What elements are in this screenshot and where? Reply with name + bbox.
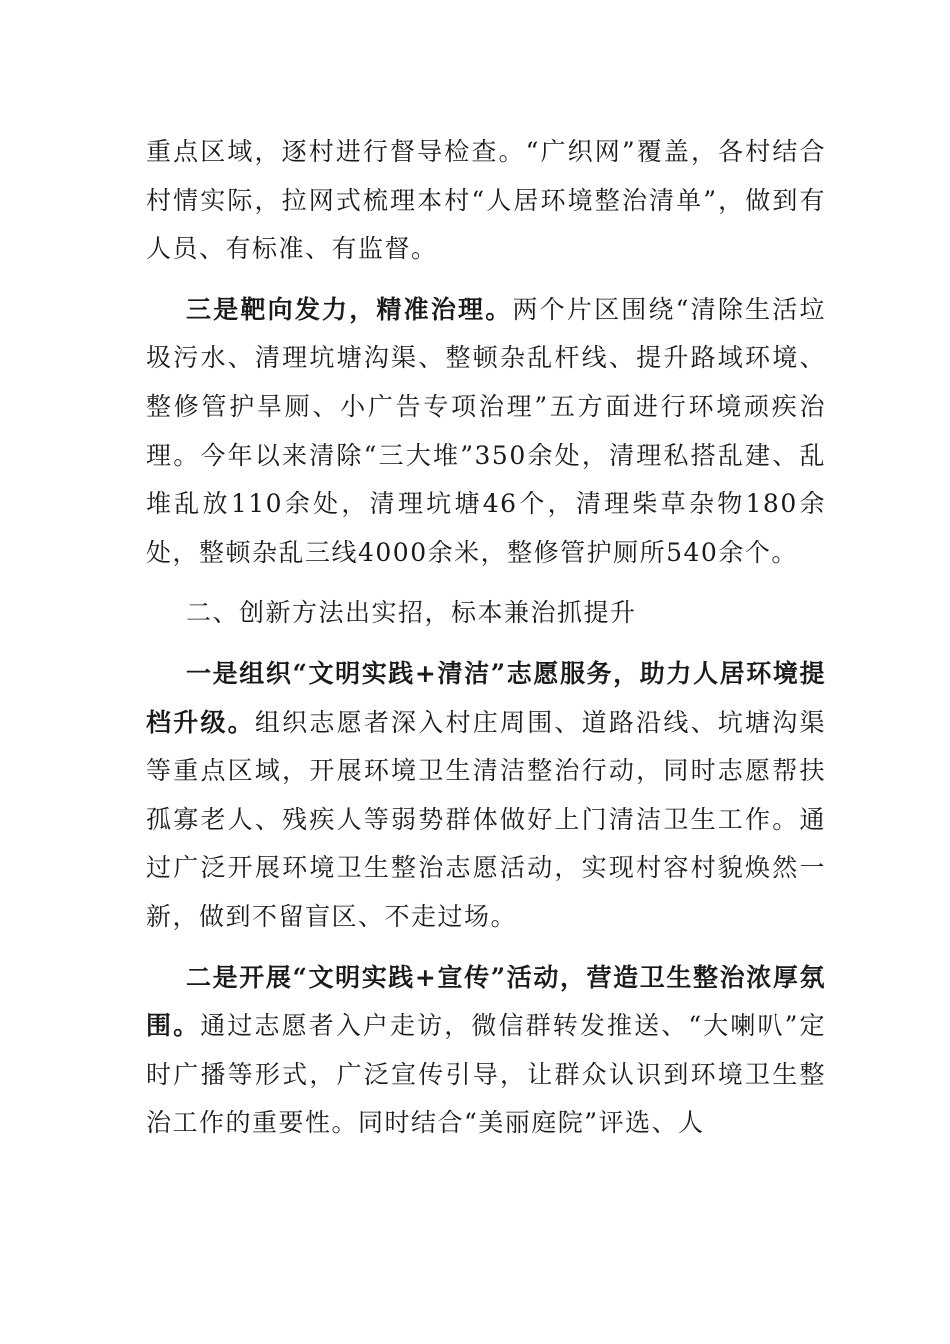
document-body [146, 128, 826, 1160]
section-heading-text: 二、创新方法出实招，标本兼治抓提升 [186, 598, 637, 628]
paragraph-continued [146, 128, 826, 274]
paragraph-text: 两个片区围绕“清除生活垃圾污水、清理坑塘沟渠、整顿杂乱杆线、提升路域环境、整修管护旱厕、小广告专项治理”五方面进行环境顽疾治理。今年以来清除“三大堆”350余处，清理私搭乱建、乱堆乱放110余处，清理坑塘46个，清理柴草杂物180余处，整顿杂乱三线4000余米，整修管护厕所540余个。 [146, 294, 826, 567]
paragraph-text: 通过志愿者入户走访，微信群转发推送、“大喇叭”定时广播等形式，广泛宣传引导，让群众认识到环境卫生整治工作的重要性。同时结合“美丽庭院”评选、人 [146, 1011, 826, 1138]
paragraph-lead: 二是开展“文明实践+宣传”活动，营造卫生整治浓厚氛围。 [146, 962, 826, 1041]
paragraph-volunteer-service [146, 650, 826, 942]
paragraph-publicity [146, 954, 826, 1148]
paragraph-lead: 一是组织“文明实践+清洁”志愿服务，助力人居环境提档升级。 [146, 658, 826, 737]
paragraph-text: 重点区域，逐村进行督导检查。“广织网”覆盖，各村结合村情实际，拉网式梳理本村“人居环境整治清单”，做到有人员、有标准、有监督。 [146, 137, 826, 264]
paragraph-lead: 三是靶向发力，精准治理。 [186, 294, 513, 324]
section-heading [146, 589, 826, 638]
paragraph-targeted-governance [146, 286, 826, 578]
paragraph-text: 组织志愿者深入村庄周围、道路沿线、坑塘沟渠等重点区域，开展环境卫生清洁整治行动，同时志愿帮扶孤寡老人、残疾人等弱势群体做好上门清洁卫生工作。通过广泛开展环境卫生整治志愿活动，实现村容村貌焕然一新，做到不留盲区、不走过场。 [146, 707, 826, 931]
